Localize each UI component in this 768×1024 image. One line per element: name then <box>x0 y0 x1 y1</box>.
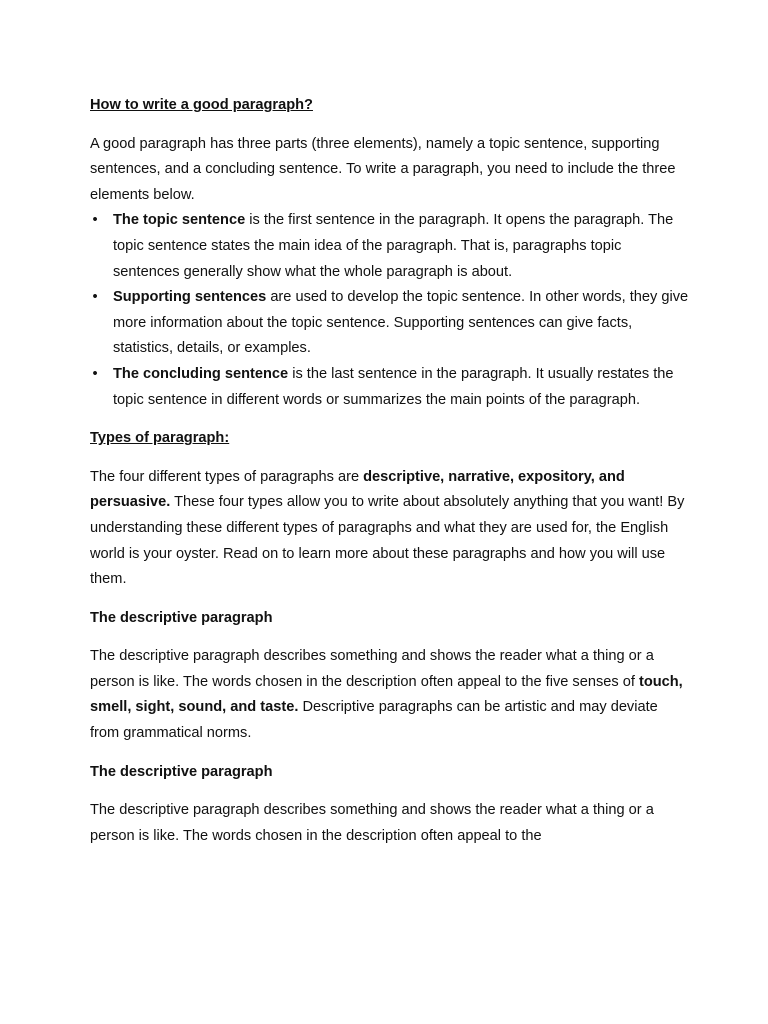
types-heading: Types of paragraph: <box>90 430 230 447</box>
list-item-term: The concluding sentence <box>113 365 289 382</box>
bullet-icon: • <box>92 365 98 382</box>
types-paragraph-post: These four types allow you to write about absolutely anything that you want! By understanding these different types of paragraphs and what they are used for, the English world is your oyster. Read on to learn more about these paragraphs and how you will use them. <box>90 494 685 588</box>
types-paragraph <box>90 465 690 593</box>
list-item <box>90 208 690 285</box>
bullet-icon: • <box>92 212 98 229</box>
intro-paragraph: A good paragraph has three parts (three elements), namely a topic sentence, supporting sentences, and a concluding sentence. To write a paragraph, you need to include the three elements below. <box>90 135 676 203</box>
list-item-term: The topic sentence <box>113 212 246 229</box>
section-paragraph-post: Descriptive paragraphs can be artistic and may deviate from grammatical norms. <box>90 699 658 742</box>
section-heading: The descriptive paragraph <box>90 609 273 626</box>
types-paragraph-pre: The four different types of paragraphs are <box>90 468 364 485</box>
list-item-term: Supporting sentences <box>113 289 267 306</box>
list-item <box>90 285 690 362</box>
list-item <box>90 362 690 413</box>
list-item-text: is the first sentence in the paragraph. It opens the paragraph. The topic sentence states the main idea of the paragraph. That is, paragraphs topic sentences generally show what the whole paragraph is about. <box>113 212 674 280</box>
document-page <box>90 93 690 849</box>
section-paragraph-bold: touch, smell, sight, sound, and taste. <box>90 673 683 716</box>
section-heading: The descriptive paragraph <box>90 763 273 780</box>
section-paragraph-pre: The descriptive paragraph describes something and shows the reader what a thing or a person is like. The words chosen in the description often appeal to the <box>90 802 654 844</box>
section-paragraph <box>90 644 690 746</box>
list-item-text: are used to develop the topic sentence. In other words, they give more information about the topic sentence. Supporting sentences can give facts, statistics, details, or examples. <box>113 289 689 357</box>
types-paragraph-bold: descriptive, narrative, expository, and persuasive. <box>90 468 625 511</box>
elements-list <box>90 208 690 413</box>
list-item-text: is the last sentence in the paragraph. It usually restates the topic sentence in different words or summarizes the main points of the paragraph. <box>113 365 674 408</box>
section-paragraph-pre: The descriptive paragraph describes something and shows the reader what a thing or a person is like. The words chosen in the description often appeal to the five senses of <box>90 648 654 690</box>
document-title: How to write a good paragraph? <box>90 97 313 113</box>
section-paragraph <box>90 798 690 849</box>
bullet-icon: • <box>92 289 98 306</box>
